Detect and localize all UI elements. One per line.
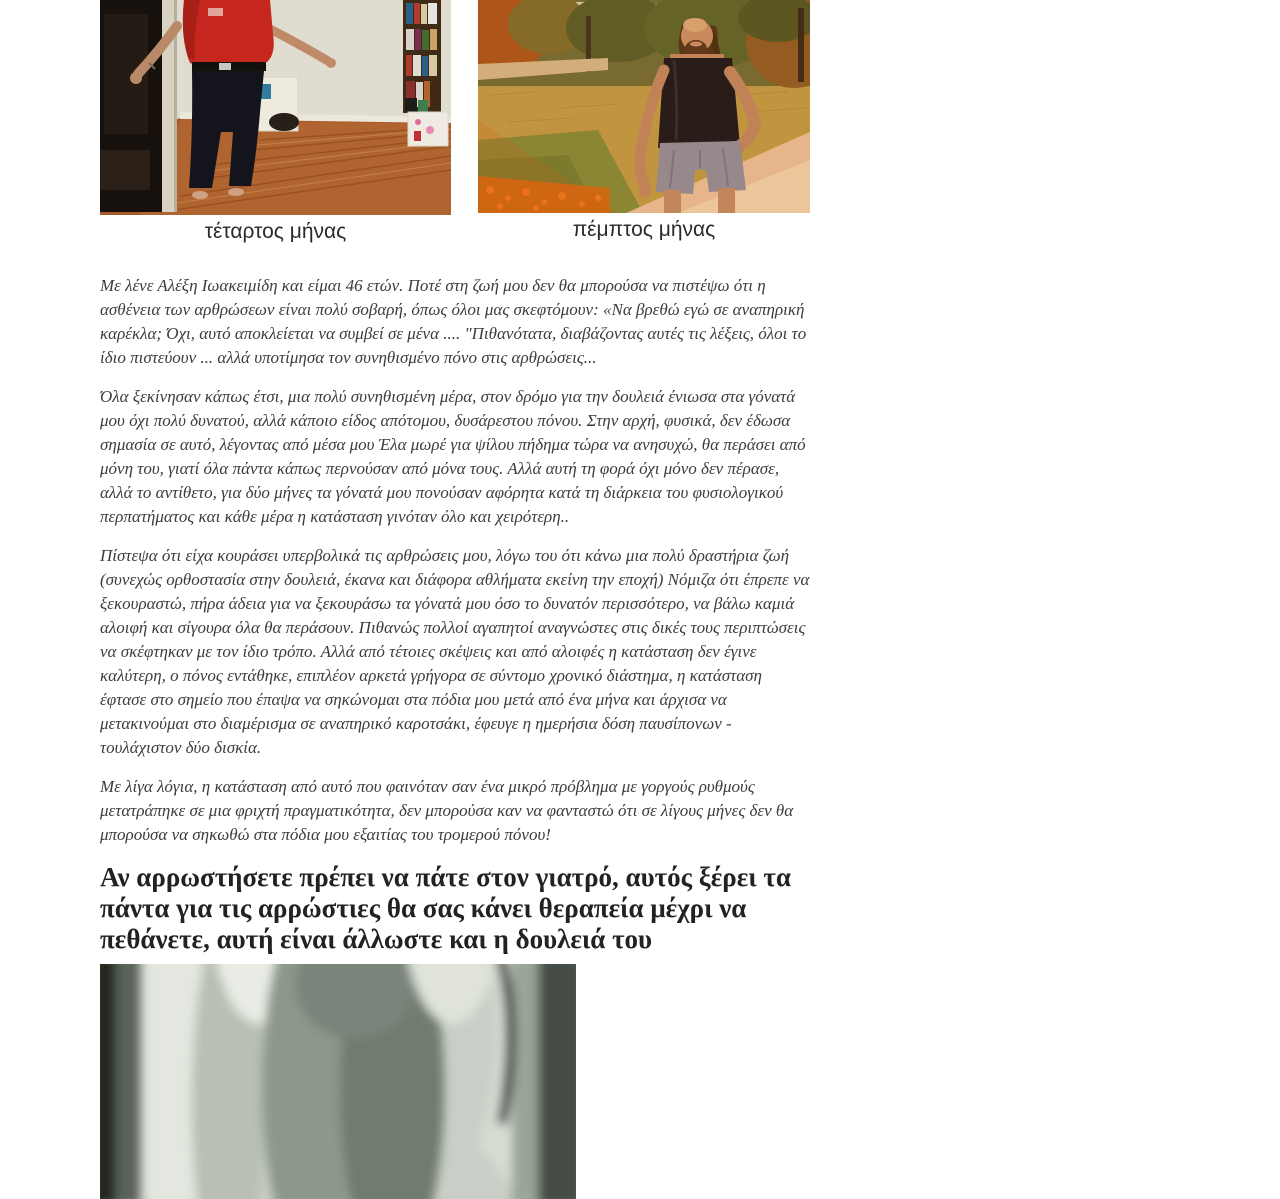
photo-month-four — [100, 0, 451, 215]
article-paragraph: Όλα ξεκίνησαν κάπως έτσι, μια πολύ συνηθισμένη μέρα, στον δρόμο για την δουλειά ένιωσα στα γόνατά μου όχι πολύ δυνατού, αλλά κάποιο είδος απότομου, δυσάρεστου πόνου. Στην αρχή, φυσικά, δεν έδωσα σημασία σε αυτό, λέγοντας από μέσα μου Έλα μωρέ για ψίλου πήδημα τώρα να ανησυχώ, θα περάσει από μόνη του, γιατί όλα πάντα κάπως περνούσαν από μόνα τους. Αλλά αυτή τη φορά όχι μόνο δεν πέρασε, αλλά το αντίθετο, για δύο μήνες τα γόνατά μου πονούσαν αφόρητα κατά τη διάρκεια του φυσιολογικού περπατήματος και κάθε μέρα η κατάσταση γινόταν όλο και χειρότερη.. — [100, 387, 806, 526]
article-paragraph: Με λένε Αλέξη Ιωακειμίδη και είμαι 46 ετών. Ποτέ στη ζωή μου δεν θα μπορούσα να πιστέψω ότι η ασθένεια των αρθρώσεων είναι πολύ σοβαρή, όπως όλοι μας σκεφτόμουν: «Να βρεθώ εγώ σε αναπηρική καρέκλα; Όχι, αυτό αποκλείεται να συμβεί σε μένα .... "Πιθανότατα, διαβάζοντας αυτές τις λέξεις, όλοι το ίδιο πιστεύουν ... αλλά υποτίμησα τον συνηθισμένο πόνο στις αρθρώσεις... — [100, 276, 807, 367]
figure-month-four — [100, 0, 451, 244]
photo-month-five — [478, 0, 810, 213]
photo-row — [100, 0, 812, 244]
bottom-photo — [100, 964, 812, 1199]
section-heading: Αν αρρωστήσετε πρέπει να πάτε στον γιατρό, αυτός ξέρει τα πάντα για τις αρρώστιες θα σας κάνει θεραπεία μέχρι να πεθάνετε, αυτή είναι άλλωστε και η δουλειά του — [100, 862, 791, 954]
photo-caption-month-five: πέμπτος μήνας — [572, 218, 716, 241]
figure-month-five — [478, 0, 810, 242]
article-content — [100, 0, 812, 1199]
article-paragraph: Με λίγα λόγια, η κατάσταση από αυτό που φαινόταν σαν ένα μικρό πρόβλημα με γοργούς ρυθμούς μετατράπηκε σε μια φριχτή πραγματικότητα, δεν μπορούσα καν να φανταστώ ότι σε λίγους μήνες δεν θα μπορούσα να σηκωθώ στα πόδια μου εξαιτίας του τρομερού πόνου! — [100, 777, 794, 844]
photo-grayscale-closeup — [100, 964, 576, 1199]
article-body — [100, 274, 812, 847]
article-paragraph: Πίστεψα ότι είχα κουράσει υπερβολικά τις αρθρώσεις μου, λόγω του ότι κάνω μια πολύ δραστήρια ζωή (συνεχώς ορθοστασία στην δουλειά, έκανα και διάφορα αθλήματα εκείνη την εποχή) Νόμιζα ότι έπρεπε να ξεκουραστώ, πήρα άδεια για να ξεκουράσω τα γόνατά μου όσο το δυνατόν περισσότερο, να βάλω καμιά αλοιφή και σίγουρα όλα θα περάσουν. Πιθανώς πολλοί αγαπητοί αναγνώστες στις δικές τους περιπτώσεις να σκέφτηκαν με τον ίδιο τρόπο. Αλλά από τέτοιες σκέψεις και από αλοιφές η κατάσταση δεν έγινε καλύτερη, ο πόνος εντάθηκε, επιπλέον αρκετά γρήγορα σε σύντομο χρονικό διάστημα, η κατάσταση έφτασε στο σημείο που έπαψα να σηκώνομαι στα πόδια μου μετά από ένα μήνα και άρχισα να μετακινούμαι στο διαμέρισμα σε αναπηρικό καροτσάκι, έφευγε η ημερήσια δόση παυσίπονων - τουλάχιστον δύο δισκία. — [100, 546, 810, 757]
photo-caption-month-four: τέταρτος μήνας — [204, 220, 347, 243]
